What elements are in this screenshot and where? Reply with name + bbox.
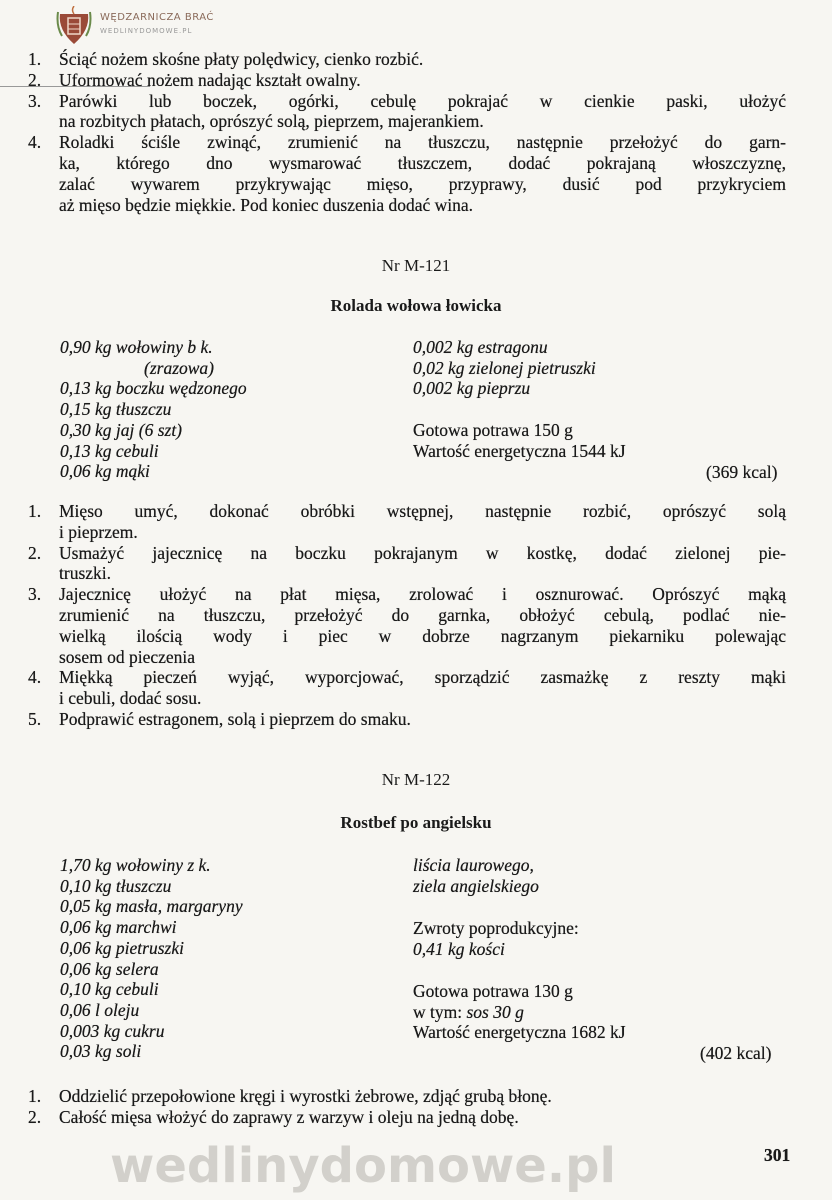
step-text-line: Uformować nożem nadając kształt owalny. bbox=[59, 69, 361, 90]
logo-emblem bbox=[56, 6, 92, 46]
ingredient-line: (zrazowa) bbox=[144, 357, 215, 378]
recipe-title: Rolada wołowa łowicka bbox=[330, 296, 502, 315]
watermark: wedlinydomowe.pl bbox=[110, 1138, 616, 1194]
step-text-line: Oddzielić przepołowione kręgi i wyrostki żebrowe, zdjąć grubą błonę. bbox=[59, 1086, 552, 1106]
yield-detail-value: sos 30 g bbox=[466, 1002, 524, 1022]
ingredient-line: 0,003 kg cukru bbox=[60, 1020, 165, 1041]
step-item bbox=[28, 132, 786, 215]
step-text-line: wielką ilością wody i piec w dobrze nagrzanym piekarniku polewając bbox=[59, 625, 786, 646]
returns-value: 0,41 kg kości bbox=[413, 939, 505, 959]
ingredient-line: 0,13 kg boczku wędzonego bbox=[60, 378, 247, 399]
ingredient-line: 0,06 kg selera bbox=[60, 958, 159, 979]
ingredient-line: 0,06 kg marchwi bbox=[60, 917, 177, 938]
step-text-line: i cebuli, dodać sosu. bbox=[59, 688, 202, 709]
yield: Gotowa potrawa 130 g bbox=[413, 981, 573, 1001]
step-text-line: Usmażyć jajecznicę na boczku pokrajanym w kostkę, dodać zielonej pie- bbox=[59, 542, 786, 563]
page-number: 301 bbox=[764, 1145, 791, 1165]
step-item bbox=[28, 709, 786, 730]
step-text-line: zalać wywarem przykrywając mięso, przyprawy, dusić pod przykryciem bbox=[59, 173, 786, 194]
step-number: 4. bbox=[28, 667, 42, 688]
ingredient-line: 0,10 kg tłuszczu bbox=[60, 875, 172, 896]
step-number: 2. bbox=[28, 69, 42, 90]
step-text-line: i pieprzem. bbox=[59, 521, 138, 542]
step-item bbox=[28, 543, 786, 585]
ingredient-line: ziela angielskiego bbox=[413, 875, 539, 896]
step-text-line: na rozbitych płatach, oprószyć solą, pieprzem, majerankiem. bbox=[59, 111, 484, 132]
step-text-line: aż mięso będzie miękkie. Pod koniec duszenia dodać wina. bbox=[59, 194, 474, 215]
step-item bbox=[28, 1086, 786, 1107]
step-text-line: zrumienić na tłuszczu, przełożyć do garnka, obłożyć cebulą, podlać nie- bbox=[59, 604, 786, 625]
step-text-line: Jajecznicę ułożyć na płat mięsa, zrolować i osznurować. Oprószyć mąką bbox=[59, 584, 786, 605]
ingredient-line: 0,06 kg pietruszki bbox=[60, 937, 184, 958]
step-text-line: Roladki ściśle zwinąć, zrumienić na tłuszczu, następnie przełożyć do garn- bbox=[59, 132, 786, 153]
step-number: 1. bbox=[28, 501, 42, 521]
ingredient-line: 0,06 kg mąki bbox=[60, 461, 150, 482]
energy-value: Wartość energetyczna 1682 kJ bbox=[413, 1022, 626, 1042]
step-number: 1. bbox=[28, 49, 42, 69]
ingredient-line: 0,002 kg pieprzu bbox=[413, 378, 531, 399]
yield-detail-prefix: w tym: bbox=[413, 1002, 463, 1022]
step-item bbox=[28, 49, 786, 70]
step-number: 5. bbox=[28, 709, 42, 729]
ingredient-line: 0,13 kg cebuli bbox=[60, 440, 159, 461]
step-item bbox=[28, 501, 786, 543]
logo-subtext: WEDLINYDOMOWE.PL bbox=[100, 27, 193, 35]
kcal-value: (369 kcal) bbox=[706, 462, 778, 482]
yield: Gotowa potrawa 150 g bbox=[413, 420, 573, 440]
step-item bbox=[28, 584, 786, 667]
ingredient-line: 0,02 kg zielonej pietruszki bbox=[413, 357, 596, 378]
step-number: 1. bbox=[28, 1086, 42, 1106]
ingredient-line: 0,05 kg masła, margaryny bbox=[60, 896, 243, 917]
kcal-value: (402 kcal) bbox=[700, 1043, 772, 1063]
step-item bbox=[28, 70, 786, 91]
step-text-line: Całość mięsa włożyć do zaprawy z warzyw i oleju na jedną dobę. bbox=[59, 1106, 519, 1127]
ingredient-line: 1,70 kg wołowiny z k. bbox=[60, 855, 211, 875]
step-text-line: Podprawić estragonem, solą i pieprzem do smaku. bbox=[59, 709, 411, 729]
ingredient-line: 0,90 kg wołowiny b k. bbox=[60, 337, 213, 357]
ingredient-line: 0,15 kg tłuszczu bbox=[60, 399, 172, 420]
ingredient-line: 0,002 kg estragonu bbox=[413, 337, 548, 357]
step-item bbox=[28, 1107, 786, 1128]
ingredient-line: 0,06 l oleju bbox=[60, 999, 140, 1020]
step-text-line: Ściąć nożem skośne płaty polędwicy, cienko rozbić. bbox=[59, 49, 424, 69]
recipe-number: Nr M-122 bbox=[381, 770, 451, 789]
step-text-line: Parówki lub boczek, ogórki, cebulę pokrajać w cienkie paski, ułożyć bbox=[59, 90, 786, 111]
ingredient-line: 0,10 kg cebuli bbox=[60, 979, 159, 1000]
step-number: 3. bbox=[28, 584, 42, 605]
logo-text: WĘDZARNICZA BRAĆ bbox=[100, 12, 214, 23]
step-number: 4. bbox=[28, 132, 42, 153]
ingredient-line: liścia laurowego, bbox=[413, 855, 534, 875]
step-item bbox=[28, 91, 786, 133]
step-item bbox=[28, 667, 786, 709]
ingredient-line: 0,03 kg soli bbox=[60, 1041, 142, 1062]
yield-detail bbox=[413, 1002, 524, 1023]
step-text-line: Miękką pieczeń wyjąć, wyporcjować, sporządzić zasmażkę z reszty mąki bbox=[59, 667, 786, 688]
ingredient-line: 0,30 kg jaj (6 szt) bbox=[60, 419, 183, 440]
recipe-title: Rostbef po angielsku bbox=[340, 813, 492, 832]
returns-label: Zwroty poprodukcyjne: bbox=[413, 918, 579, 938]
recipe-number: Nr M-121 bbox=[381, 256, 451, 275]
step-number: 3. bbox=[28, 90, 42, 111]
step-text-line: Mięso umyć, dokonać obróbki wstępnej, następnie rozbić, oprószyć solą bbox=[59, 501, 786, 521]
step-text-line: ka, którego dno wysmarować tłuszczem, dodać pokrajaną włoszczyznę, bbox=[59, 152, 786, 173]
step-number: 2. bbox=[28, 1106, 42, 1127]
step-text-line: sosem od pieczenia bbox=[59, 646, 196, 667]
step-text-line: truszki. bbox=[59, 563, 112, 584]
step-number: 2. bbox=[28, 542, 42, 563]
energy-value: Wartość energetyczna 1544 kJ bbox=[413, 441, 626, 461]
